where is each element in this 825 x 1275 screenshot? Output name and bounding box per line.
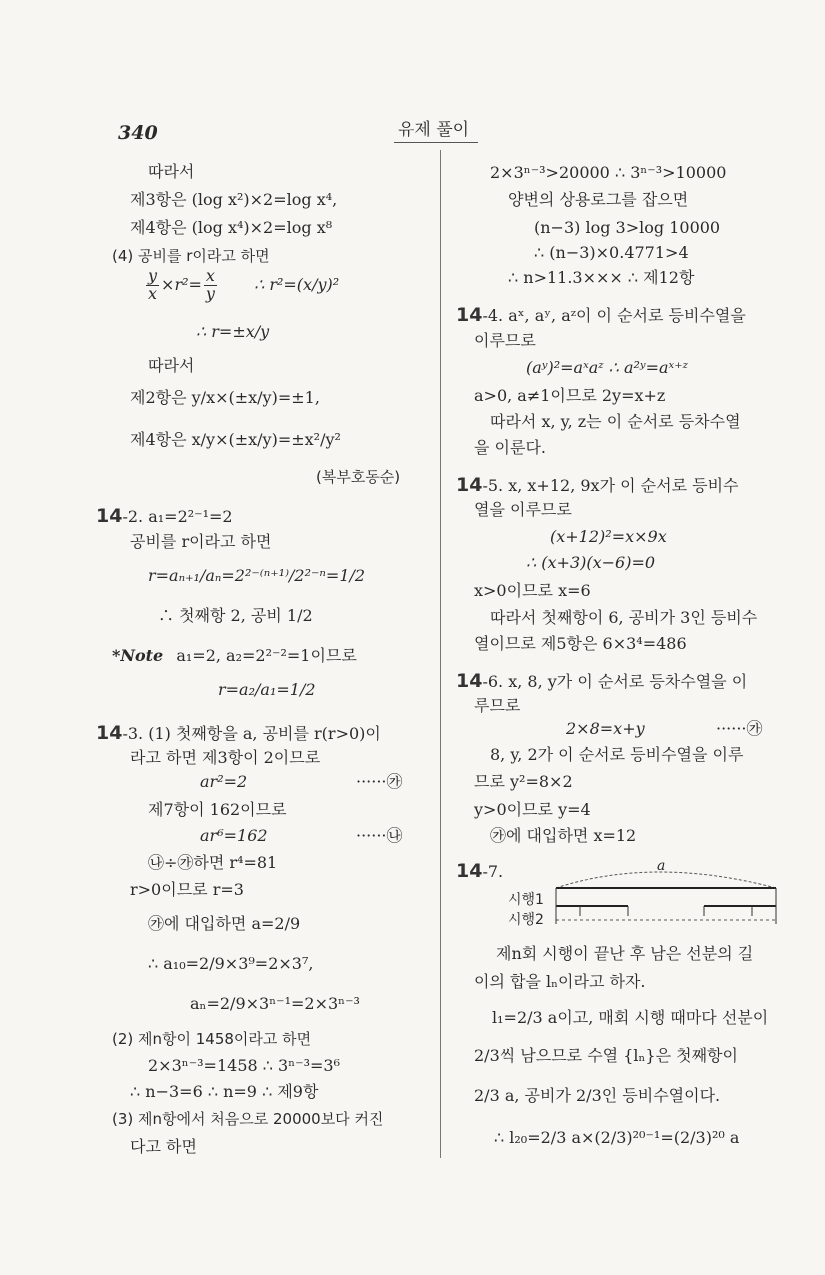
problem-heading: 14-4. aˣ, aʸ, aᶻ이 이 순서로 등비수열을 <box>456 304 746 326</box>
text-line: (2) 제n항이 1458이라고 하면 <box>112 1030 312 1048</box>
formula-line: x>0이므로 x=6 <box>474 581 591 600</box>
equation-marker: ······㉮ <box>356 772 403 791</box>
formula-line: 2×8=x+y <box>566 719 645 738</box>
title-underline <box>394 142 478 143</box>
text-line: (복부호동순) <box>316 468 401 486</box>
text-line: 제n회 시행이 끝난 후 남은 선분의 길 <box>496 944 754 963</box>
formula-line: 열이므로 제5항은 6×3⁴=486 <box>474 634 687 653</box>
text-line: 공비를 r이라고 하면 <box>130 532 272 551</box>
formula-line: r=a₂/a₁=1/2 <box>218 680 316 699</box>
text-line: 루므로 <box>474 696 521 715</box>
formula-line: ∴ n−3=6 ∴ n=9 ∴ 제9항 <box>130 1082 319 1101</box>
formula-line: ∴ l₂₀=2/3 a×(2/3)²⁰⁻¹=(2/3)²⁰ a <box>494 1128 740 1147</box>
problem-heading: 14-6. x, 8, y가 이 순서로 등차수열을 이 <box>456 670 748 692</box>
formula-line: 제4항은 x/y×(±x/y)=±x²/y² <box>130 430 341 449</box>
formula-line: ㉯÷㉮하면 r⁴=81 <box>148 853 278 872</box>
text-line: (4) 공비를 r이라고 하면 <box>112 247 270 265</box>
text-line: 이루므로 <box>474 331 536 350</box>
formula-line: (n−3) log 3>log 10000 <box>534 218 721 237</box>
text-line: ∴ 첫째항 2, 공비 1/2 <box>158 606 313 625</box>
equation-marker: ······㉮ <box>716 719 763 738</box>
formula-line: ∴ a₁₀=2/9×3⁹=2×3⁷, <box>148 954 314 973</box>
formula-line: aₙ=2/9×3ⁿ⁻¹=2×3ⁿ⁻³ <box>190 994 360 1013</box>
formula-line: ㉮에 대입하면 x=12 <box>490 826 637 845</box>
problem-heading: 14-3. (1) 첫째항을 a, 공비를 r(r>0)이 <box>96 722 381 744</box>
formula-line: y>0이므로 y=4 <box>474 800 591 819</box>
formula-line: l₁=2/3 a이고, 매회 시행 때마다 선분이 <box>492 1008 769 1027</box>
formula-line: ∴ r=±x/y <box>196 322 270 341</box>
text-line: 라고 하면 제3항이 2이므로 <box>130 748 321 767</box>
formula-line: (aʸ)²=aˣaᶻ ∴ a²ʸ=aˣ⁺ᶻ <box>526 358 688 377</box>
formula-line: ar⁶=162 <box>200 826 268 845</box>
formula-line: 제2항은 y/x×(±x/y)=±1, <box>130 388 320 407</box>
equation-marker: ······㉯ <box>356 826 403 845</box>
text-line: 이의 합을 lₙ이라고 하자. <box>474 972 646 991</box>
formula-line: ∴ (n−3)×0.4771>4 <box>534 243 689 262</box>
formula-line: ∴ (x+3)(x−6)=0 <box>526 553 656 572</box>
formula-line: 2/3씩 남으므로 수열 {lₙ}은 첫째항이 <box>474 1046 738 1065</box>
diagram-row-label: 시행2 <box>508 912 544 928</box>
text-line: 따라서 x, y, z는 이 순서로 등차수열 <box>490 412 741 431</box>
diagram-row-label: 시행1 <box>508 892 544 908</box>
text-line: 제4항은 (log x⁴)×2=log x⁸ <box>130 218 333 237</box>
page-title: 유제 풀이 <box>398 120 470 140</box>
formula-line: ∴ n>11.3××× ∴ 제12항 <box>508 268 695 287</box>
text-line: 따라서 <box>148 356 195 375</box>
formula-line: r>0이므로 r=3 <box>130 880 244 899</box>
page-number: 340 <box>118 122 158 144</box>
text-line: (3) 제n항에서 처음으로 20000보다 커진 <box>112 1110 384 1128</box>
text-line: 따라서 첫째항이 6, 공비가 3인 등비수 <box>490 608 758 627</box>
length-brace <box>556 872 776 888</box>
diagram-length-label: a <box>657 858 666 874</box>
text-line: 열을 이루므로 <box>474 500 572 519</box>
formula-line: 2×3ⁿ⁻³=1458 ∴ 3ⁿ⁻³=3⁶ <box>148 1056 340 1075</box>
column-divider <box>440 150 441 1158</box>
text-line: 따라서 <box>148 162 195 181</box>
formula-line: ㉮에 대입하면 a=2/9 <box>148 914 301 933</box>
text-line: 다고 하면 <box>130 1137 197 1156</box>
text-line: 을 이룬다. <box>474 438 546 457</box>
formula-line: 2/3 a, 공비가 2/3인 등비수열이다. <box>474 1086 721 1105</box>
problem-heading: 14-2. a₁=2²⁻¹=2 <box>96 505 233 527</box>
segment-diagram <box>504 858 784 932</box>
formula-line: (x+12)²=x×9x <box>550 527 667 546</box>
formula-line: a>0, a≠1이므로 2y=x+z <box>474 386 666 405</box>
text-line: 제7항이 162이므로 <box>148 800 287 819</box>
text-line: 제3항은 (log x²)×2=log x⁴, <box>130 190 338 209</box>
text-line: 양변의 상용로그를 잡으면 <box>508 190 689 209</box>
formula-line: r=aₙ₊₁/aₙ=2²⁻⁽ⁿ⁺¹⁾/2²⁻ⁿ=1/2 <box>148 566 366 585</box>
formula-line: 므로 y²=8×2 <box>474 772 573 791</box>
formula-line: 2×3ⁿ⁻³>20000 ∴ 3ⁿ⁻³>10000 <box>490 163 727 182</box>
formula-line: $\frac{y}{x}$ ×r²= $\frac{x}{y}$ ∴ r²=(x/y)² <box>148 266 340 303</box>
formula-line: ar²=2 <box>200 772 248 791</box>
problem-heading: 14-7. <box>456 860 504 882</box>
text-line: 8, y, 2가 이 순서로 등비수열을 이루 <box>490 745 744 764</box>
note-line: *Note a₁=2, a₂=2²⁻²=1이므로 <box>112 646 357 665</box>
problem-heading: 14-5. x, x+12, 9x가 이 순서로 등비수 <box>456 474 739 496</box>
